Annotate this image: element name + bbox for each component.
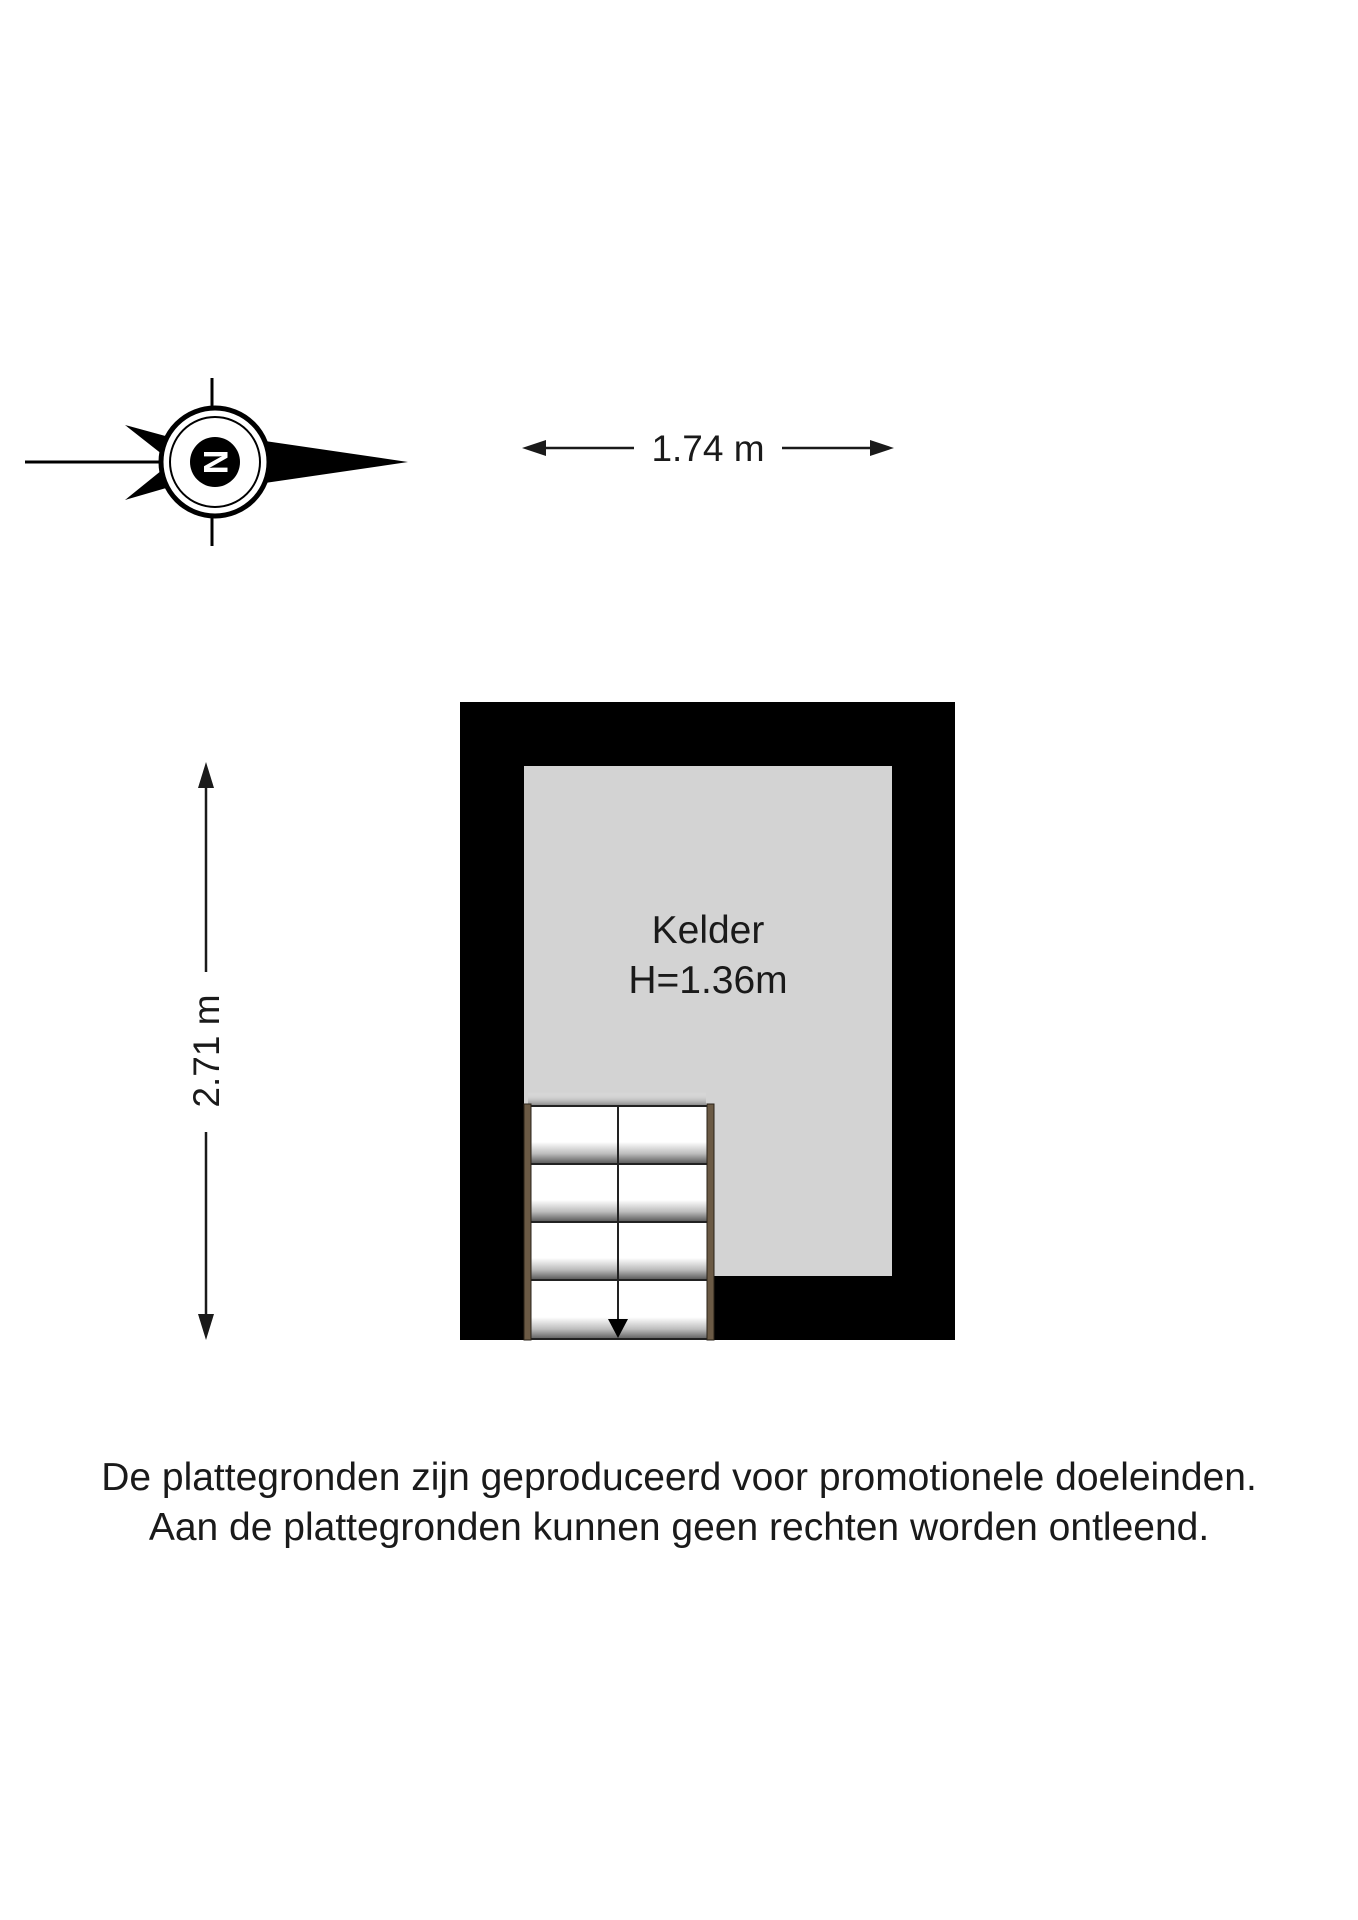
staircase-icon (524, 1092, 714, 1340)
height-dimension (186, 762, 227, 1340)
height-dimension-label: 2.71 m (186, 994, 227, 1108)
disclaimer-line-2: Aan de plattegronden kunnen geen rechten worden ontleend. (148, 1506, 1210, 1549)
height-arrow-bottom-icon (198, 1314, 214, 1340)
width-dimension (522, 428, 894, 469)
compass-rose-icon (25, 378, 408, 546)
compass-east-arrow-icon (258, 440, 408, 484)
height-arrow-top-icon (198, 762, 214, 788)
stair-rail-right (707, 1104, 714, 1340)
stair-rail-left (524, 1104, 531, 1340)
stair-top-shadow (528, 1092, 706, 1106)
room-name: Kelder (651, 909, 765, 952)
width-arrow-right-icon (870, 440, 894, 456)
width-arrow-left-icon (522, 440, 546, 456)
disclaimer-line-1: De plattegronden zijn geproduceerd voor promotionele doeleinden. (101, 1456, 1257, 1499)
room-height-label: H=1.36m (628, 959, 788, 1002)
width-dimension-label: 1.74 m (651, 428, 765, 469)
compass-north-letter: N (196, 449, 234, 475)
